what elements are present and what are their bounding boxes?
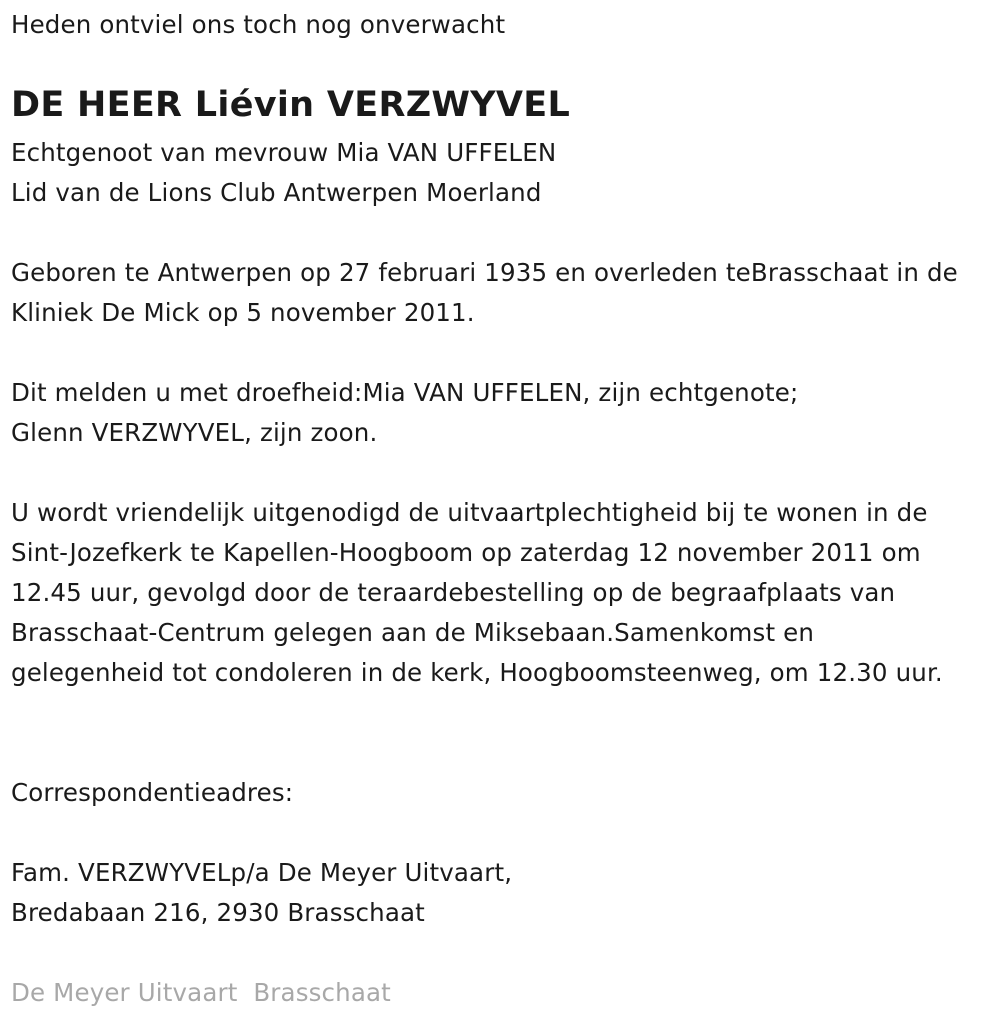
correspondence-label: Correspondentieadres:	[11, 778, 294, 807]
birth-death-paragraph: Geboren te Antwerpen op 27 februari 1935 en overleden teBrasschaat in de Kliniek De Mick op 5 november 2011.	[11, 258, 958, 327]
announce-line-1: Dit melden u met droefheid:Mia VAN UFFELEN, zijn echtgenote;	[11, 378, 799, 407]
funeral-paragraph: U wordt vriendelijk uitgenodigd de uitvaartplechtigheid bij te wonen in de Sint-Jozefkerk te Kapellen-Hoogboom op zaterdag 12 november 2011 om 12.45 uur, gevolgd door de teraardebestelling op de begraafplaats van Brasschaat-Centrum gelegen aan de Miksebaan.Samenkomst en gelegenheid tot condoleren in de kerk, Hoogboomsteenweg, om 12.30 uur.	[11, 498, 943, 687]
funeral-home-footer: De Meyer Uitvaart Brasschaat	[11, 978, 391, 1007]
address-line-1: Fam. VERZWYVELp/a De Meyer Uitvaart,	[11, 858, 513, 887]
intro-text: Heden ontviel ons toch nog onverwacht	[11, 10, 506, 39]
spouse-line: Echtgenoot van mevrouw Mia VAN UFFELEN	[11, 138, 557, 167]
relations-block	[11, 133, 556, 213]
correspondence-address	[11, 853, 512, 933]
address-line-2: Bredabaan 216, 2930 Brasschaat	[11, 898, 425, 927]
club-line: Lid van de Lions Club Antwerpen Moerland	[11, 178, 542, 207]
deceased-name: DE HEER Liévin VERZWYVEL	[11, 85, 571, 125]
announcement-block	[11, 373, 798, 453]
announce-line-2: Glenn VERZWYVEL, zijn zoon.	[11, 418, 378, 447]
